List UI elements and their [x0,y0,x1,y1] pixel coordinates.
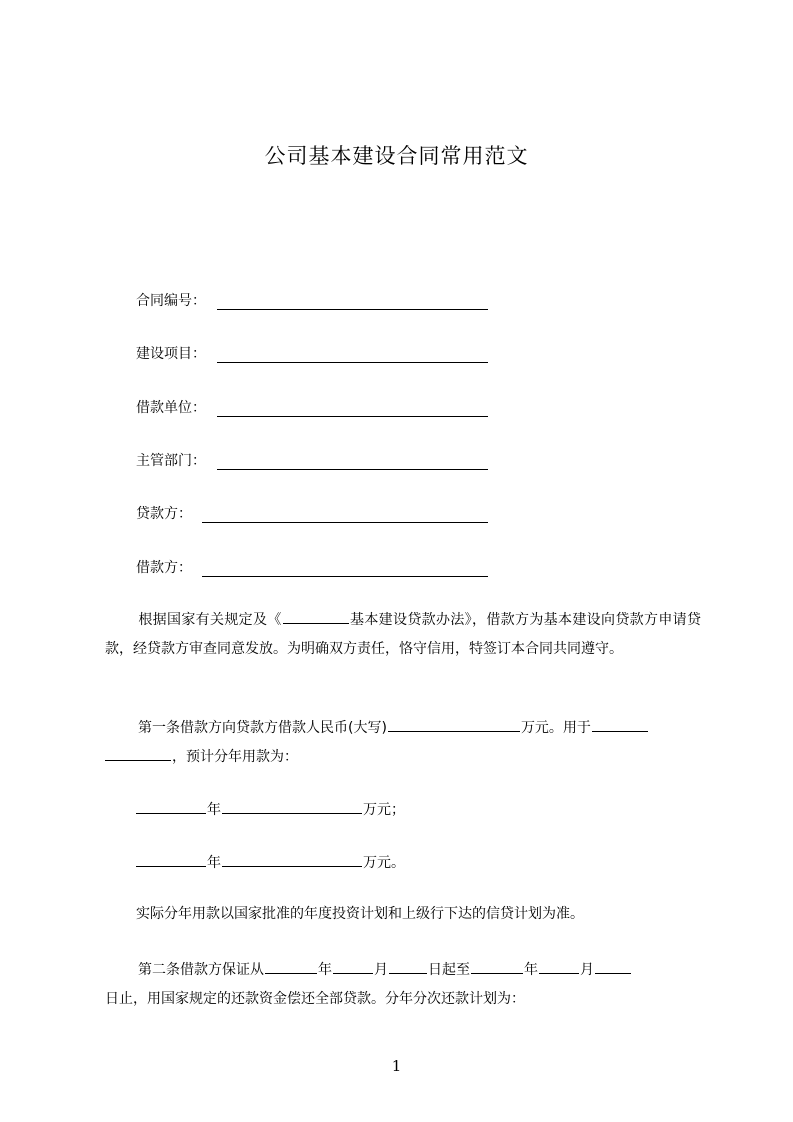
page-number: 1 [391,1057,402,1075]
article-2-text: 日止，用国家规定的还款资金偿还全部贷款。分年分次还款计划为： [105,991,525,1007]
annual-usage-line-1 [136,799,405,820]
field-borrower [136,558,192,578]
field-label: 建设项目： [136,346,206,362]
field-label: 主管部门： [136,453,206,469]
blank-line [105,746,171,761]
year-label: 年 [524,962,538,978]
blank-line [136,852,206,867]
field-department [136,451,206,471]
article-2-text: 第二条借款方保证从 [138,962,264,978]
article-1-text: ，预计分年用款为： [172,749,298,765]
annual-usage-line-2 [136,852,405,873]
field-label: 借款方： [136,560,192,576]
field-project [136,344,206,364]
field-lender [136,504,192,524]
article-2-paragraph [105,956,701,1014]
blank-line [471,959,523,974]
blank-line [283,609,349,624]
article-2-text: 日起至 [428,962,470,978]
blank-line [222,852,362,867]
field-blank-line [217,416,488,417]
field-label: 合同编号： [136,293,206,309]
document-title: 公司基本建设合同常用范文 [264,144,529,168]
field-contract-number [136,291,206,311]
blank-line [595,959,631,974]
article-1-note: 实际分年用款以国家批准的年度投资计划和上级行下达的信贷计划为准。 [136,906,584,922]
article-1-paragraph [105,714,701,772]
amount-unit: 万元； [363,802,405,818]
field-blank-line [202,522,488,523]
field-blank-line [217,469,488,470]
blank-line [222,799,362,814]
field-label: 借款单位： [136,400,206,416]
intro-text-start: 根据国家有关规定及《 [138,612,282,628]
blank-line [136,799,206,814]
field-blank-line [217,362,488,363]
blank-line [539,959,579,974]
blank-line [265,959,317,974]
year-label: 年 [318,962,332,978]
month-label: 月 [580,962,594,978]
blank-line [389,959,427,974]
year-label: 年 [207,802,221,818]
field-blank-line [217,309,488,310]
month-label: 月 [374,962,388,978]
field-borrower-unit [136,398,206,418]
blank-line [592,717,648,732]
intro-paragraph [105,606,701,664]
amount-unit: 万元。 [363,855,405,871]
intro-text-rest: 基本建设贷款办法》，借款方为基本建设向贷款方申请贷款，经贷款方审查同意发放。为明确双方责任，恪守信用，特签订本合同共同遵守。 [105,612,702,657]
blank-line [388,717,520,732]
field-blank-line [202,576,488,577]
article-1-text: 万元。用于 [520,720,591,736]
article-1-text: 第一条借款方向贷款方借款人民币(大写) [138,720,387,736]
blank-line [333,959,373,974]
year-label: 年 [207,855,221,871]
field-label: 贷款方： [136,506,192,522]
